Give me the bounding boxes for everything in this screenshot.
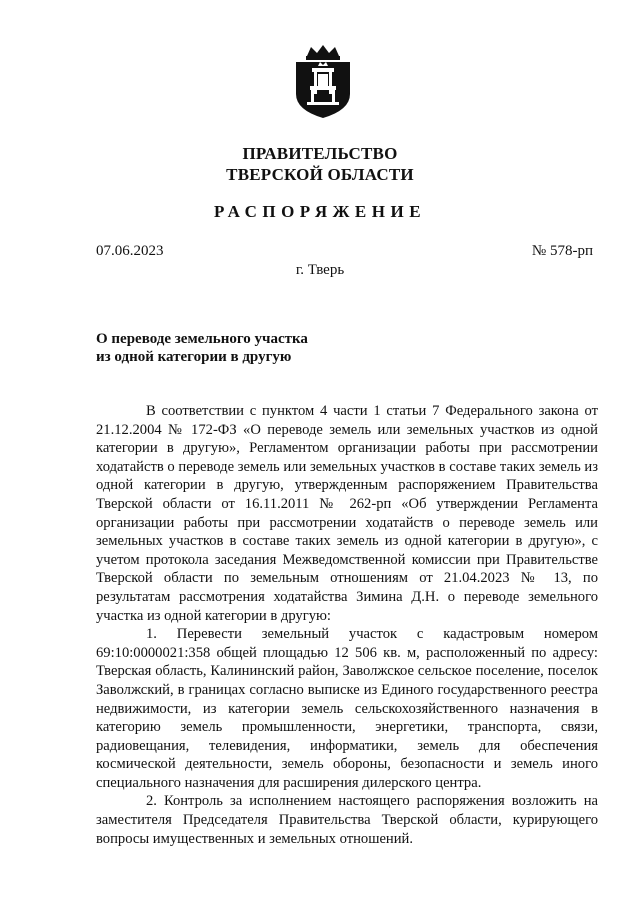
document-body <box>96 402 598 848</box>
item-2-paragraph: 2. Контроль за исполнением настоящего распоряжения возложить на заместителя Председателя Правительства Тверской области, курирующего вопросы имущественных и земельных отношений. <box>96 793 598 847</box>
organization-name-line1: ПРАВИТЕЛЬСТВО <box>242 144 398 163</box>
preamble-paragraph: В соответствии с пунктом 4 части 1 статьи 7 Федерального закона от 21.12.2004 № 172-ФЗ «О переводе земель или земельных участков из одной категории в другую», Регламентом организации работы при рассмотрении ходатайств о переводе земель или земельных участков в составе таких земель из одной категории в другую, утвержденным распоряжением Правительства Тверской области от 16.11.2011 № 262-рп «Об утверждении Регламента организации работы при рассмотрении ходатайств о переводе земель или земельных участков в составе таких земель из одной категории в другую», с учетом протокола заседания Межведомственной комиссии при Правительстве Тверской области по земельным отношениям от 21.04.2023 № 13, по результатам рассмотрения ходатайства Зимина Д.Н. о переводе земельного участка из одной категории в другую: <box>96 403 598 624</box>
document-number: № 578-рп <box>531 243 593 259</box>
item-1-paragraph: 1. Перевести земельный участок с кадастровым номером 69:10:0000021:358 общей площадью 12 506 кв. м, расположенный по адресу: Тверская область, Калининский район, Заволжское сельское поселение, поселок Заволжский, в границах согласно выписке из Единого государственного реестра недвижимости, из категории земель сельскохозяйственного назначения в категорию земель промышленности, энергетики, транспорта, связи, радиовещания, телевидения, информатики, земель для обеспечения космической деятельности, земель обороны, безопасности и земель иного специального назначения для расширения дилерского центра. <box>96 626 598 791</box>
subject-line1: О переводе земельного участка <box>96 331 308 347</box>
document-subject <box>96 330 396 366</box>
tver-coat-of-arms-icon <box>293 44 353 120</box>
document-date: 07.06.2023 <box>96 243 164 259</box>
document-city: г. Тверь <box>295 262 345 278</box>
subject-line2: из одной категории в другую <box>96 349 292 365</box>
organization-name-line2: ТВЕРСКОЙ ОБЛАСТИ <box>226 165 414 184</box>
document-type-title: РАСПОРЯЖЕНИЕ <box>213 202 427 221</box>
